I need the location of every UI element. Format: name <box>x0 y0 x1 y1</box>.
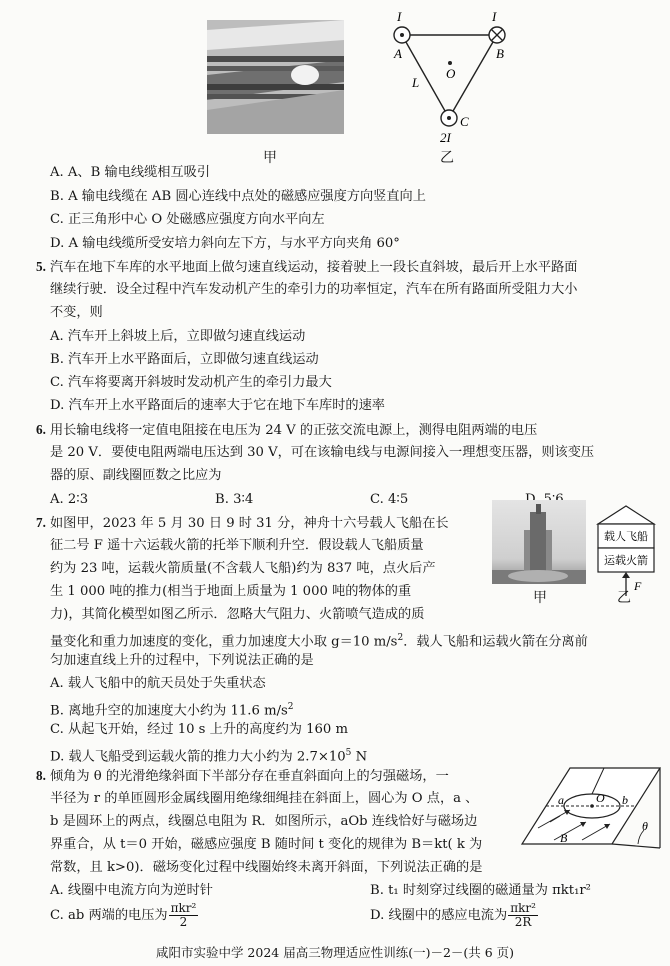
point-a-label: a <box>558 793 564 807</box>
thrust-arrow-head-icon <box>622 572 630 578</box>
q5-option-a: A. 汽车开上斜坡上后，立即做匀速直线运动 <box>50 329 306 344</box>
q6-option-a: A. 2∶3 <box>50 492 89 507</box>
q6-line-3: 器的原、副线圈匝数之比应为 <box>50 468 222 483</box>
wire-C-dot-icon <box>447 116 451 120</box>
q7-jia-photo <box>492 500 586 584</box>
incline-base <box>612 844 660 848</box>
q5-option-b: B. 汽车开上水平路面后，立即做匀速直线运动 <box>50 352 319 367</box>
q6-number: 6. <box>36 422 46 437</box>
q8-option-a: A. 线圈中电流方向为逆时针 <box>50 883 213 898</box>
page-footer: 咸阳市实验中学 2024 届高三物理适应性训练(一)－2－(共 6 页) <box>155 945 515 960</box>
coil-center-dot <box>590 804 594 808</box>
q5-number: 5. <box>36 259 46 274</box>
spacecraft-label: 载人飞船 <box>604 530 648 543</box>
q7-option-b: B. 离地升空的加速度大小约为 11.6 $m/s^2$ <box>50 702 294 719</box>
q5-option-c: C. 汽车将要离开斜坡时发动机产生的牵引力最大 <box>50 375 332 390</box>
q5-line-1: 5. 汽车在地下车库的水平地面上做匀速直线运动，接着驶上一段长直斜坡，最后开上水平路面 <box>36 259 578 275</box>
q7-option-c: C. 从起飞开始，经过 10 s 上升的高度约为 160 m <box>50 722 348 737</box>
label-side-L: L <box>412 75 420 90</box>
q4-option-b: B. A 输电线缆在 AB 圆心连线中点处的磁感应强度方向竖直向上 <box>50 189 426 204</box>
q7-yi-label: 乙 <box>617 591 631 606</box>
q6-option-c: C. 4∶5 <box>370 492 409 507</box>
point-O-label: O <box>596 791 605 805</box>
point-b-label: b <box>622 793 628 807</box>
q7-line-7: 匀加速直线上升的过程中，下列说法正确的是 <box>50 653 314 668</box>
q6-line-1: 6. 用长输电线将一定值电阻接在电压为 24 V 的正弦交流电源上，测得电阻两端的电压 <box>36 422 538 438</box>
fig4-yi-label: 乙 <box>440 151 454 166</box>
force-F-label: F <box>634 579 642 593</box>
fig4-yi-triangle-diagram <box>380 8 520 163</box>
q5-line-3: 不变，则 <box>50 305 103 320</box>
rocket-launch-illustration <box>492 500 586 584</box>
q8-line-2: 半径为 r 的单匝圆形金属线圈用绝缘细绳挂在斜面上，圆心为 O 点，a 、 <box>50 791 479 806</box>
q8-option-d-fraction: $\frac{\text{πkr²}}{2R}$ <box>510 901 536 929</box>
q4-option-d: D. A 输电线缆所受安培力斜向左下方，与水平方向夹角 60° <box>50 236 400 251</box>
fig4-jia-label: 甲 <box>263 151 277 166</box>
pipeline-tunnel-illustration <box>207 20 344 134</box>
q4-option-c: C. 正三角形中心 O 处磁感应强度方向水平向左 <box>50 212 325 227</box>
q8-incline-diagram <box>516 758 666 856</box>
wire-A-dot-icon <box>400 33 404 37</box>
label-point-A: A <box>394 46 402 61</box>
q7-line-3: 约为 23 吨，运载火箭质量(不含载人飞船)约为 837 吨，点火后产 <box>50 561 436 576</box>
q8-line-4: 界重合，从 t＝0 开始，磁感应强度 B 随时间 t 变化的规律为 B＝kt( k 为 <box>50 837 483 852</box>
q7-number: 7. <box>36 515 46 530</box>
q6-option-b: B. 3∶4 <box>215 492 254 507</box>
center-O-dot <box>448 61 452 65</box>
q7-option-d: D. 载人飞船受到运载火箭的推力大小约为 $2.7\times 10^5$ N <box>50 748 368 765</box>
q8-line-5: 常数，且 k>0)．磁场变化过程中线圈始终未离开斜面，下列说法正确的是 <box>50 860 483 875</box>
label-point-O: O <box>446 66 456 81</box>
q8-line-1: 8. 倾角为 θ 的光滑绝缘斜面下半部分存在垂直斜面向上的匀强磁场，一 <box>36 768 449 784</box>
q7-line-4: 生 1 000 吨的推力(相当于地面上质量为 1 000 吨的物体的重 <box>50 584 412 599</box>
q7-line-5: 力)，其简化模型如图乙所示．忽略大气阻力、火箭喷气造成的质 <box>50 607 425 622</box>
q8-option-d: D. 线圈中的感应电流为 $\frac{\text{πkr²}}{2R}$ <box>370 901 536 929</box>
q7-jia-label: 甲 <box>533 591 547 606</box>
label-point-B: B <box>496 46 504 61</box>
side-BC <box>449 35 497 118</box>
q4-option-a: A. A、B 输电线缆相互吸引 <box>50 165 211 180</box>
field-B-label: B <box>560 831 568 845</box>
label-current-C: 2I <box>440 130 451 145</box>
label-point-C: C <box>460 114 469 129</box>
angle-theta-label: θ <box>642 819 648 833</box>
q5-option-d: D. 汽车开上水平路面后的速率大于它在地下车库时的速率 <box>50 398 385 413</box>
q7-line-2: 征二号 F 遥十六运载火箭的托举下顺利升空．假设载人飞船质量 <box>50 538 424 553</box>
q8-option-b: B. t₁ 时刻穿过线圈的磁通量为 πkt₁r² <box>370 883 591 898</box>
fig4-jia-photo <box>207 20 344 134</box>
q7-line-6: 量变化和重力加速度的变化，重力加速度大小取 g＝10 $m/s^2$．载人飞船和运载火箭在分离前 <box>50 633 588 650</box>
side-AC <box>402 35 449 118</box>
q7-line-1: 7. 如图甲，2023 年 5 月 30 日 9 时 31 分，神舟十六号载人飞船在长 <box>36 515 449 531</box>
q5-line-2: 继续行驶．设全过程中汽车发动机产生的牵引力的功率恒定，汽车在所有路面所受阻力大小 <box>50 282 578 297</box>
label-current-A: I <box>397 9 402 24</box>
q8-option-c: C. ab 两端的电压为 $\frac{\text{πkr²}}{2}$ <box>50 901 197 929</box>
q8-line-3: b 是圆环上的两点，线圈总电阻为 R．如图所示，aOb 连线恰好与磁场边 <box>50 814 478 829</box>
q6-line-2: 是 20 V．要使电阻两端电压达到 30 V，可在该输电线与电源间接入一理想变压器，则该变压 <box>50 445 595 460</box>
q7-option-a: A. 载人飞船中的航天员处于失重状态 <box>50 676 266 691</box>
q8-option-c-fraction: $\frac{\text{πkr²}}{2}$ <box>170 901 197 929</box>
rocket-label: 运载火箭 <box>604 554 648 567</box>
rocket-nose <box>598 506 654 524</box>
q8-number: 8. <box>36 768 46 783</box>
label-current-B: I <box>492 9 497 24</box>
